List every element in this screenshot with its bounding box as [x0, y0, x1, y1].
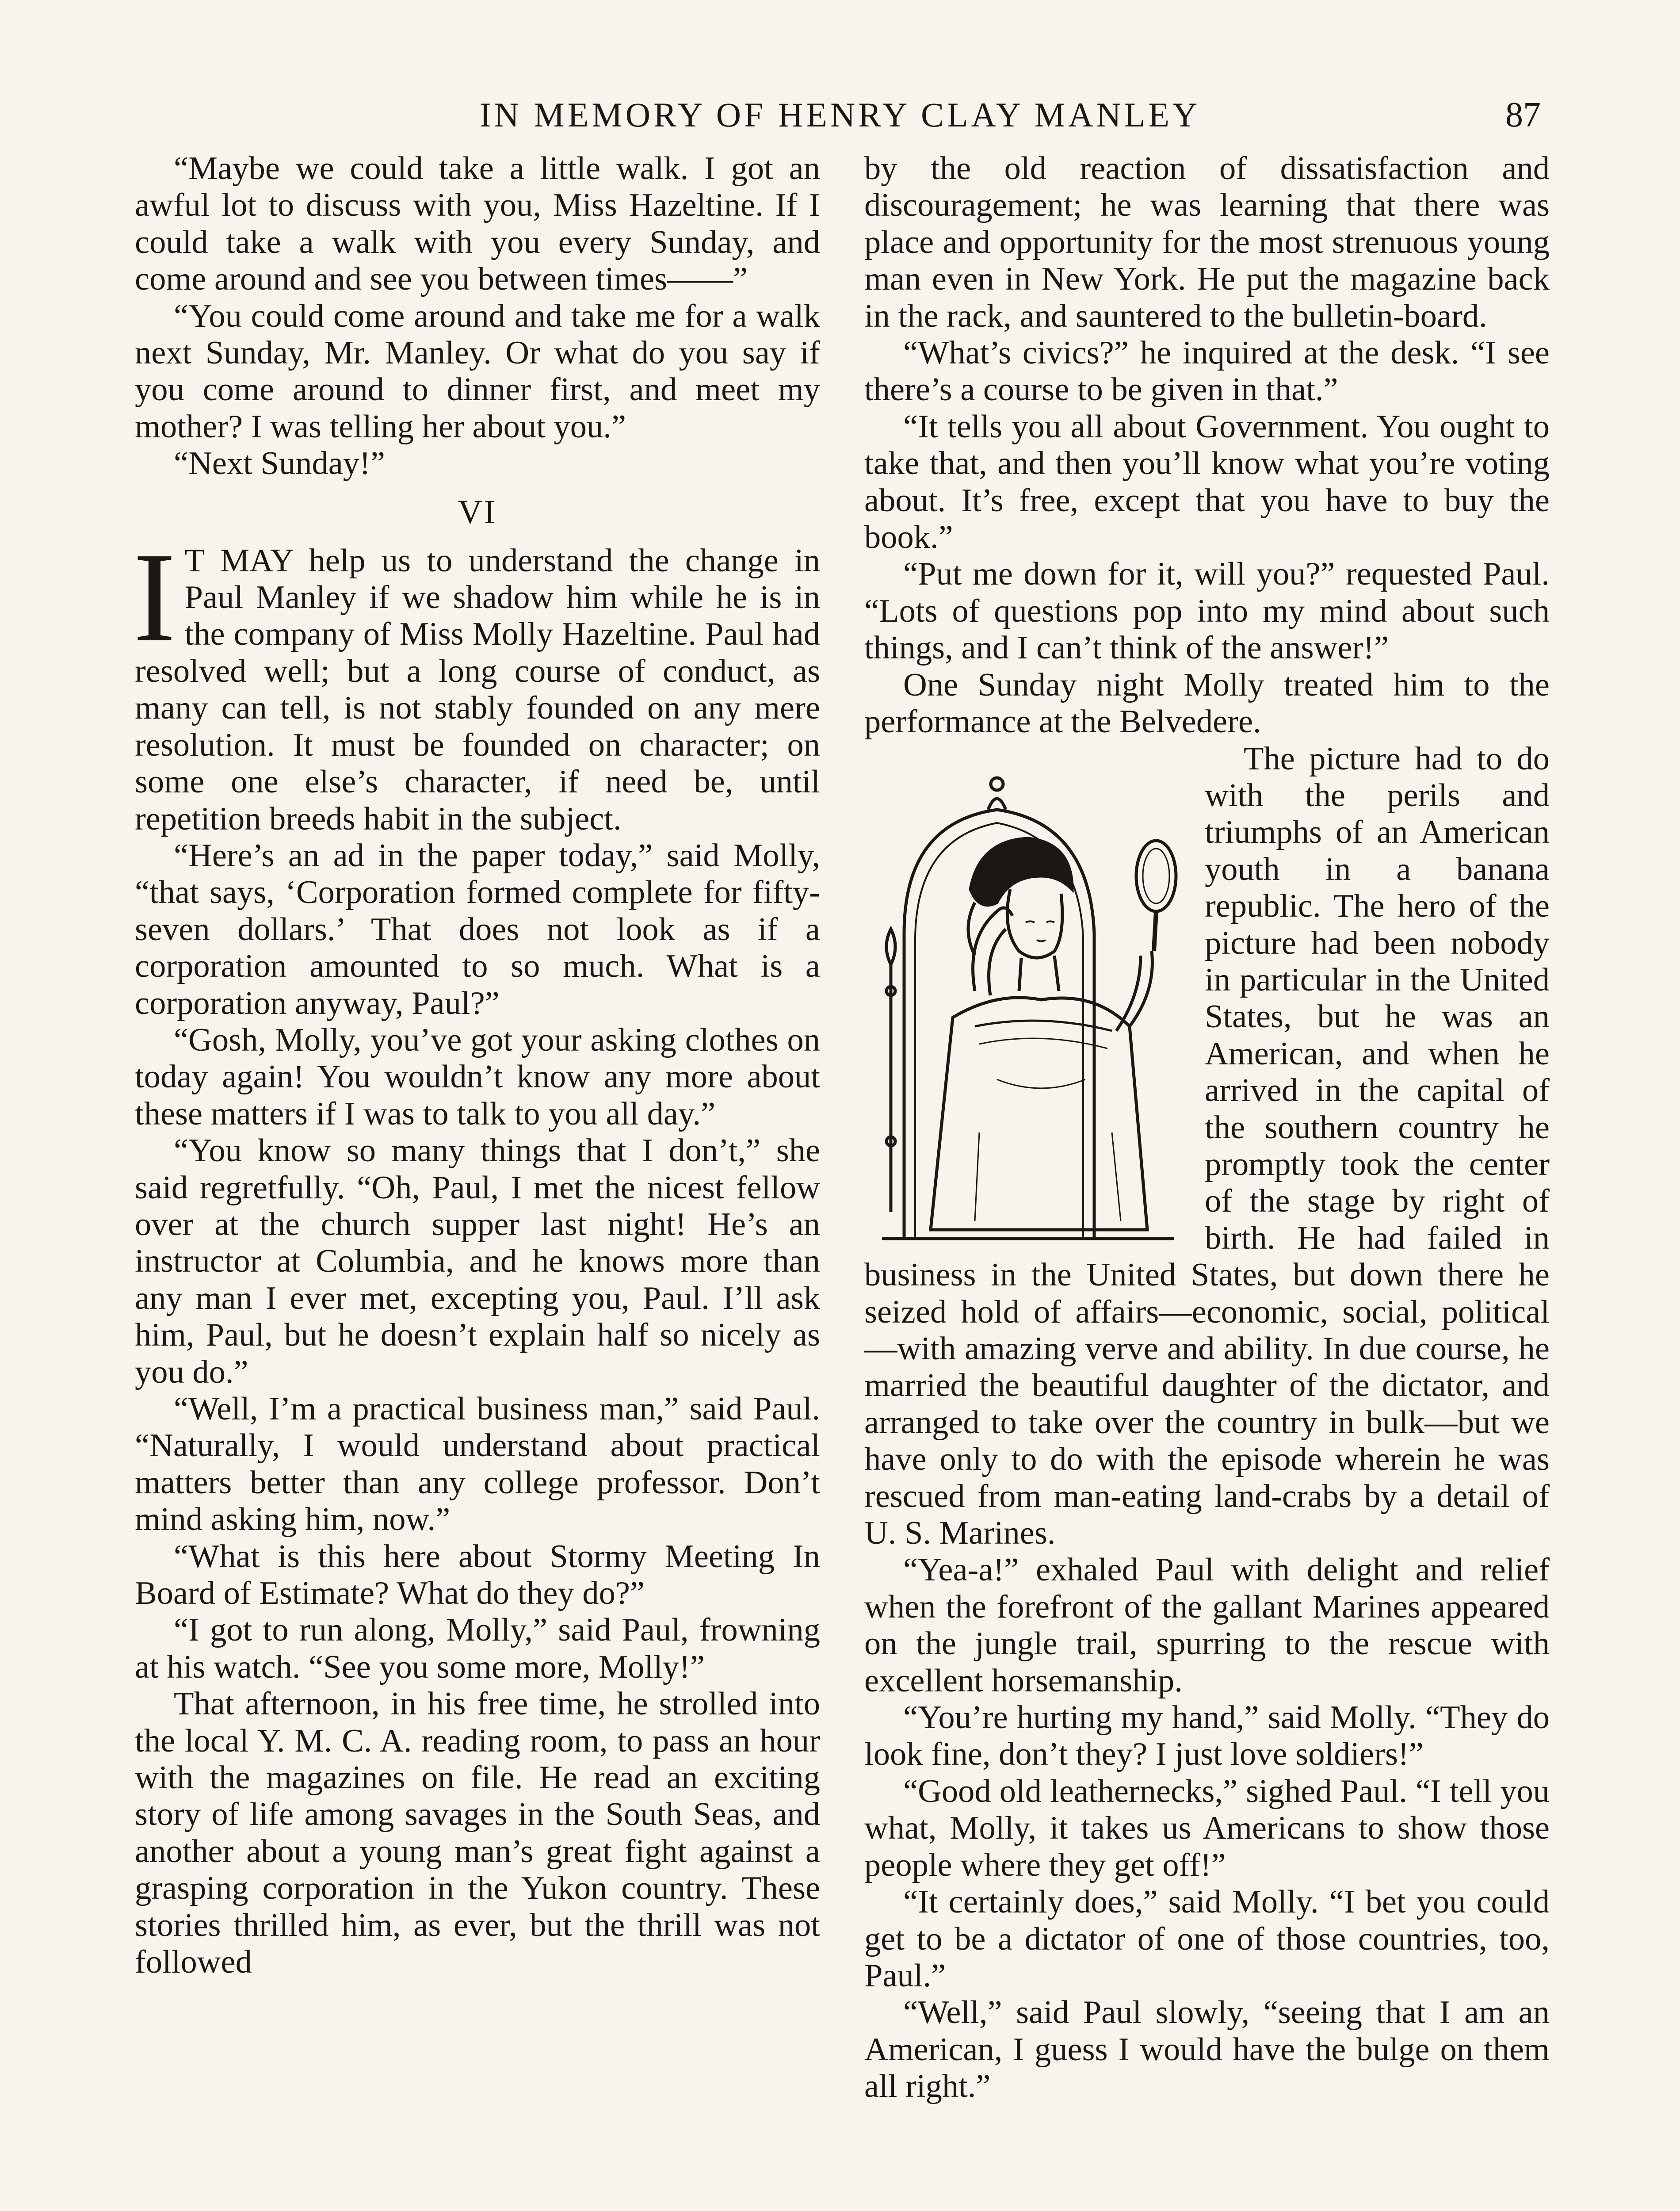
- paragraph: “Well,” said Paul slowly, “seeing that I am an American, I guess I would have the bulge on them all right.”: [864, 1994, 1550, 2105]
- drop-cap: I: [133, 526, 176, 668]
- paragraph: “What’s civics?” he inquired at the desk. “I see there’s a course to be given in that.”: [864, 335, 1550, 408]
- paragraph: “Put me down for it, will you?” requested Paul. “Lots of questions pop into my mind about such things, and I can’t think of the answer!”: [864, 556, 1550, 666]
- running-title: IN MEMORY OF HENRY CLAY MANLEY: [479, 96, 1201, 134]
- paragraph: “Well, I’m a practical business man,” said Paul. “Naturally, I would understand about practical matters better than any college professor. Don’t mind asking him, now.”: [135, 1391, 820, 1538]
- page-header: [0, 91, 1680, 139]
- right-column: [864, 150, 1550, 2105]
- paragraph: “Good old leathernecks,” sighed Paul. “I tell you what, Molly, it takes us Americans to show those people where they get off!”: [864, 1773, 1550, 1883]
- left-column: [135, 150, 820, 1981]
- paragraph: “Yea-a!” exhaled Paul with delight and relief when the forefront of the gallant Marines appeared on the jungle trail, spurring to the rescue with excellent horsemanship.: [864, 1552, 1550, 1699]
- paragraph: “Gosh, Molly, you’ve got your asking clothes on today again! You wouldn’t know any more about these matters if I was to talk to you all day.”: [135, 1021, 820, 1132]
- paragraph: “It certainly does,” said Molly. “I bet you could get to be a dictator of one of those countries, too, Paul.”: [864, 1884, 1550, 1994]
- paragraph: “Next Sunday!”: [174, 445, 385, 482]
- opening-text: T MAY help us to understand the change in Paul Manley if we shadow him while he is in the company of Miss Molly Hazeltine. Paul had resolved well; but a long course of conduct, as many can tell, is not stably founded on any mere resolution. It must be founded on character; on some one else’s character, if need be, until repetition breeds habit in the subject.: [135, 542, 820, 837]
- paragraph: “It tells you all about Government. You ought to take that, and then you’ll know what you’re voting about. It’s free, except that you have to buy the book.”: [864, 408, 1550, 556]
- paragraph: “Maybe we could take a little walk. I got an awful lot to discuss with you, Miss Hazeltine. If I could take a walk with you every Sunday, and come around and see you between times——”: [135, 150, 820, 298]
- paragraph: “You know so many things that I don’t,” she said regretfully. “Oh, Paul, I met the nicest fellow over at the church supper last night! He’s an instructor at Columbia, and he knows more than any man I ever met, excepting you, Paul. I’ll ask him, Paul, but he doesn’t explain half so nicely as you do.”: [135, 1132, 820, 1390]
- paragraph: One Sunday night Molly treated him to the performance at the Belvedere.: [864, 666, 1550, 740]
- paragraph: by the old reaction of dissatisfaction and discouragement; he was learning that there was place and opportunity for the most strenuous young man even in New York. He put the magazine back in the rack, and sauntered to the bulletin-board.: [864, 150, 1550, 334]
- paragraph: “Here’s an ad in the paper today,” said Molly, “that says, ‘Corporation formed complete for fifty-seven dollars.’ That does not look as if a corporation amounted to so much. What is a corporation anyway, Paul?”: [135, 837, 820, 1021]
- paragraph: “I got to run along, Molly,” said Paul, frowning at his watch. “See you some more, Molly!”: [135, 1612, 820, 1685]
- woman-with-mirror-illustration: [864, 743, 1196, 1247]
- paragraph: “What is this here about Stormy Meeting In Board of Estimate? What do they do?”: [135, 1538, 820, 1612]
- paragraph-text: The picture had to do with the perils and triumphs of an American youth in a banana republic. The hero of the picture had been nobody in particular in the United States, but he was an American, and when he arrived in the capital of the southern country he promptly took the center of the stage by right of birth. He had failed in business in the United States, but down there he seized hold of affairs—economic, social, political—with amazing verve and ability. In due course, he married the beautiful daughter of the dictator, and arranged to take over the country in bulk—but we have only to do with the episode wherein he was rescued from man-eating land-crabs by a detail of U. S. Marines.: [864, 740, 1550, 1552]
- section-heading: VI: [458, 493, 497, 531]
- paragraph-with-illustration: [864, 741, 1550, 1552]
- paragraph: “You’re hurting my hand,” said Molly. “They do look fine, don’t they? I just love soldiers!”: [864, 1699, 1550, 1773]
- page-number: 87: [1505, 96, 1541, 134]
- illustration-drawing: [864, 743, 1196, 1247]
- opening-paragraph: [133, 526, 820, 838]
- paragraph: That afternoon, in his free time, he strolled into the local Y. M. C. A. reading room, to pass an hour with the magazines on file. He read an exciting story of life among savages in the South Seas, and another about a young man’s great fight against a grasping corporation in the Yukon country. These stories thrilled him, as ever, but the thrill was not followed: [135, 1686, 820, 1981]
- paragraph: “You could come around and take me for a walk next Sunday, Mr. Manley. Or what do you say if you come around to dinner first, and meet my mother? I was telling her about you.”: [135, 298, 820, 445]
